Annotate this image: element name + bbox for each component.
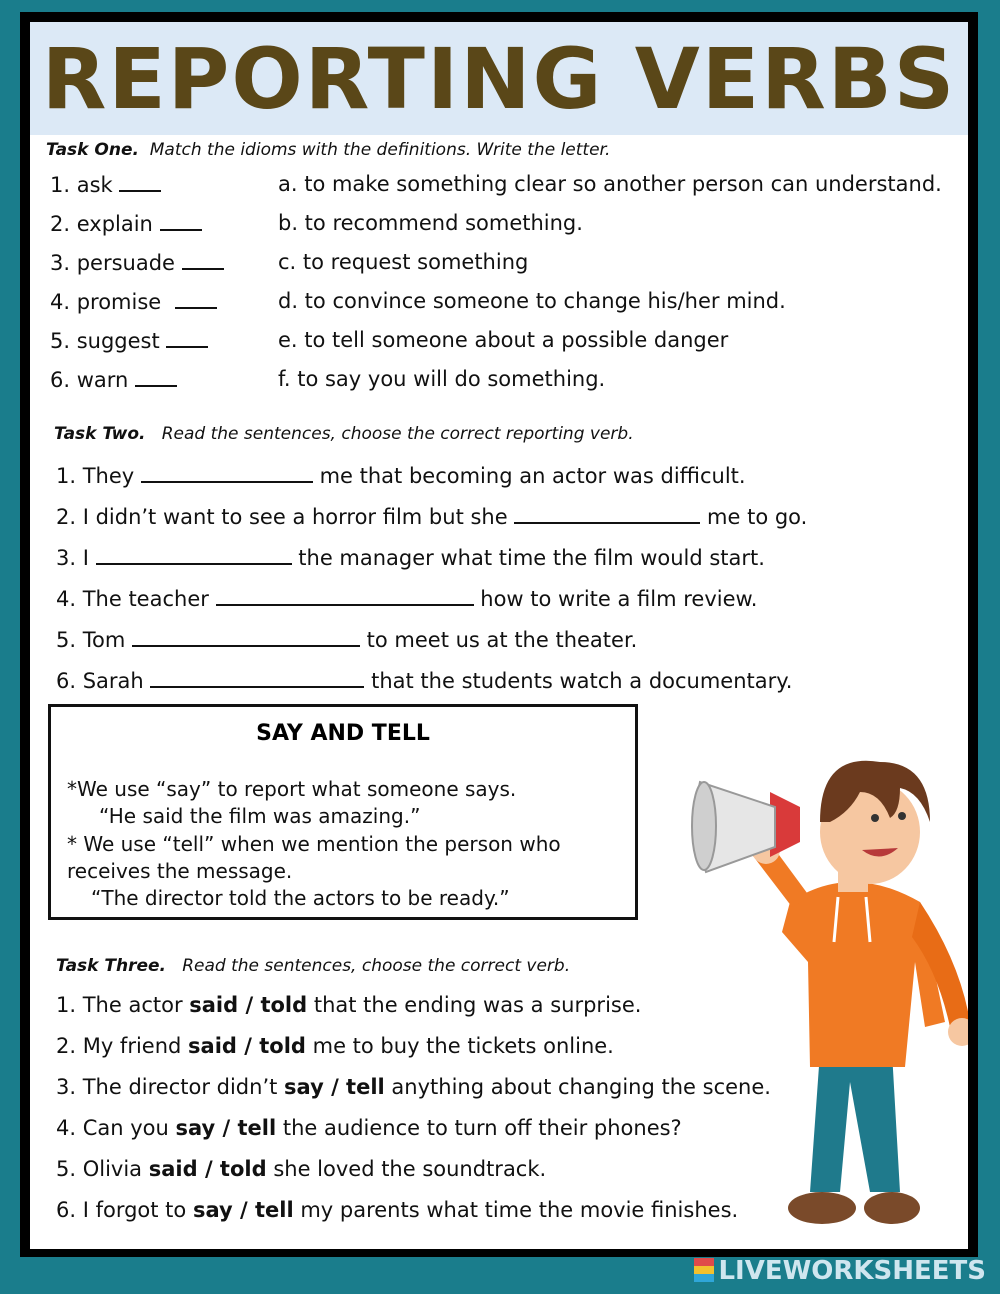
answer-blank[interactable] bbox=[216, 586, 474, 606]
definition-item: d. to convince someone to change his/her mind. bbox=[278, 289, 786, 313]
sentence-item: 3. I the manager what time the film would start. bbox=[56, 546, 765, 570]
task-one-instruction: Match the idioms with the definitions. Write the letter. bbox=[149, 140, 611, 160]
definition-item: f. to say you will do something. bbox=[278, 367, 606, 391]
sentence-item: 4. The teacher how to write a film review. bbox=[56, 587, 758, 611]
boy-with-megaphone-icon bbox=[670, 722, 968, 1242]
definition-item: c. to request something bbox=[278, 250, 529, 274]
choice-sentence: 5. Olivia said / told she loved the soundtrack. bbox=[56, 1157, 547, 1181]
say-tell-line: “The director told the actors to be ready.” bbox=[91, 886, 510, 910]
choice-sentence: 1. The actor said / told that the ending was a surprise. bbox=[56, 993, 642, 1017]
verb-item: 1. ask bbox=[50, 172, 161, 197]
verb-options[interactable]: said / told bbox=[148, 1157, 267, 1181]
say-tell-line: * We use “tell” when we mention the person who bbox=[67, 832, 561, 856]
answer-blank[interactable] bbox=[182, 250, 224, 270]
liveworksheets-logo[interactable] bbox=[694, 1256, 986, 1286]
verb-item: 4. promise bbox=[50, 289, 217, 314]
say-tell-line: “He said the film was amazing.” bbox=[99, 804, 421, 828]
logo-text: LIVEWORKSHEETS bbox=[718, 1256, 986, 1286]
choice-sentence: 3. The director didn’t say / tell anything about changing the scene. bbox=[56, 1075, 771, 1099]
task-three-label: Task Three. bbox=[56, 956, 166, 976]
worksheet-page bbox=[30, 22, 968, 1249]
task-three-heading bbox=[56, 956, 570, 976]
task-three-instruction: Read the sentences, choose the correct verb. bbox=[182, 956, 571, 976]
answer-blank[interactable] bbox=[150, 668, 364, 688]
task-two-label: Task Two. bbox=[54, 424, 146, 444]
verb-options[interactable]: say / tell bbox=[175, 1116, 277, 1140]
answer-blank[interactable] bbox=[160, 211, 202, 231]
verb-item: 6. warn bbox=[50, 367, 177, 392]
verb-item: 2. explain bbox=[50, 211, 202, 236]
task-two-instruction: Read the sentences, choose the correct reporting verb. bbox=[161, 424, 634, 444]
answer-blank[interactable] bbox=[141, 463, 313, 483]
verb-item: 5. suggest bbox=[50, 328, 208, 353]
say-tell-title: SAY AND TELL bbox=[256, 721, 430, 746]
worksheet-frame bbox=[20, 12, 978, 1257]
verb-options[interactable]: said / told bbox=[188, 1034, 306, 1058]
definition-item: b. to recommend something. bbox=[278, 211, 583, 235]
page-title: REPORTING VERBS bbox=[41, 30, 957, 128]
title-band bbox=[30, 22, 968, 135]
answer-blank[interactable] bbox=[175, 289, 217, 309]
definition-item: e. to tell someone about a possible danger bbox=[278, 328, 729, 352]
task-one-label: Task One. bbox=[46, 140, 139, 160]
answer-blank[interactable] bbox=[514, 504, 700, 524]
choice-sentence: 2. My friend said / told me to buy the tickets online. bbox=[56, 1034, 614, 1058]
say-tell-line: *We use “say” to report what someone says. bbox=[67, 777, 517, 801]
say-tell-box bbox=[48, 704, 638, 920]
answer-blank[interactable] bbox=[135, 367, 177, 387]
answer-blank[interactable] bbox=[132, 627, 360, 647]
logo-mark-icon bbox=[694, 1258, 714, 1282]
verb-options[interactable]: say / tell bbox=[284, 1075, 385, 1099]
definition-item: a. to make something clear so another person can understand. bbox=[278, 172, 942, 196]
task-one-heading bbox=[46, 140, 610, 160]
sentence-item: 2. I didn’t want to see a horror film but she me to go. bbox=[56, 505, 808, 529]
verb-item: 3. persuade bbox=[50, 250, 224, 275]
choice-sentence: 4. Can you say / tell the audience to turn off their phones? bbox=[56, 1116, 682, 1140]
verb-options[interactable]: said / told bbox=[189, 993, 308, 1017]
verb-options[interactable]: say / tell bbox=[192, 1198, 294, 1222]
sentence-item: 5. Tom to meet us at the theater. bbox=[56, 628, 638, 652]
answer-blank[interactable] bbox=[166, 328, 208, 348]
choice-sentence: 6. I forgot to say / tell my parents what time the movie finishes. bbox=[56, 1198, 739, 1222]
answer-blank[interactable] bbox=[96, 545, 292, 565]
sentence-item: 6. Sarah that the students watch a documentary. bbox=[56, 669, 793, 693]
answer-blank[interactable] bbox=[119, 172, 161, 192]
say-tell-line: receives the message. bbox=[67, 859, 293, 883]
task-two-heading bbox=[54, 424, 634, 444]
sentence-item: 1. They me that becoming an actor was difficult. bbox=[56, 464, 746, 488]
